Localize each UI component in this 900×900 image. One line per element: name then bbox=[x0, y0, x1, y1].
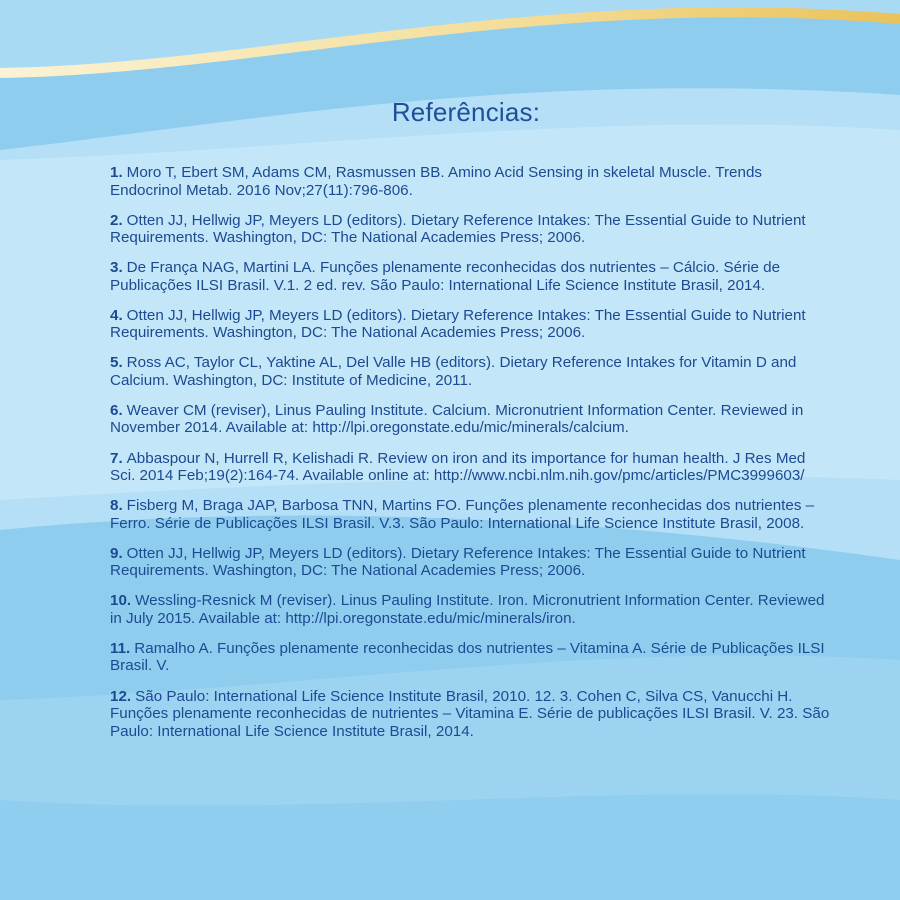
reference-number: 3. bbox=[110, 259, 123, 277]
reference-number: 11. bbox=[110, 639, 131, 657]
reference-text: Moro T, Ebert SM, Adams CM, Rasmussen BB. Amino Acid Sensing in skeletal Muscle. Trends Endocrinol Metab. 2016 Nov;27(11):796-806. bbox=[110, 164, 762, 199]
reference-item bbox=[110, 450, 830, 485]
reference-number: 6. bbox=[110, 401, 123, 419]
reference-text: Otten JJ, Hellwig JP, Meyers LD (editors). Dietary Reference Intakes: The Essential Guide to Nutrient Requirements. Washington, DC: The National Academies Press; 2006. bbox=[110, 544, 806, 580]
reference-item bbox=[110, 212, 830, 247]
reference-number: 8. bbox=[110, 497, 123, 515]
reference-item bbox=[110, 164, 830, 199]
reference-number: 10. bbox=[110, 592, 132, 610]
reference-text: Ross AC, Taylor CL, Yaktine AL, Del Valle HB (editors). Dietary Reference Intakes for Vitamin D and Calcium. Washington, DC: Institute of Medicine, 2011. bbox=[110, 354, 797, 389]
reference-item bbox=[110, 307, 830, 342]
reference-number: 7. bbox=[110, 449, 123, 467]
reference-text: Fisberg M, Braga JAP, Barbosa TNN, Martins FO. Funções plenamente reconhecidas dos nutrientes – Ferro. Série de Publicações ILSI Brasil. V.3. São Paulo: International Life Science Institute Brasil, 2008. bbox=[110, 497, 815, 532]
reference-text: Otten JJ, Hellwig JP, Meyers LD (editors). Dietary Reference Intakes: The Essential Guide to Nutrient Requirements. Washington, DC: The National Academies Press; 2006. bbox=[110, 306, 806, 342]
reference-item bbox=[110, 497, 830, 532]
reference-text: Weaver CM (reviser), Linus Pauling Institute. Calcium. Micronutrient Information Center. Reviewed in November 2014. Available at: http://lpi.oregonstate.edu/mic/minerals/calcium. bbox=[110, 401, 804, 437]
reference-number: 4. bbox=[110, 306, 123, 324]
references-list bbox=[110, 164, 830, 753]
reference-item bbox=[110, 402, 830, 437]
reference-item bbox=[110, 592, 830, 627]
reference-item bbox=[110, 259, 830, 294]
reference-number: 12. bbox=[110, 687, 132, 705]
reference-text: De França NAG, Martini LA. Funções plenamente reconhecidas dos nutrientes – Cálcio. Série de Publicações ILSI Brasil. V.1. 2 ed. rev. São Paulo: International Life Science Institute Brasil, 2014. bbox=[110, 259, 781, 294]
reference-number: 2. bbox=[110, 211, 123, 229]
reference-text: Abbaspour N, Hurrell R, Kelishadi R. Review on iron and its importance for human health. J Res Med Sci. 2014 Feb;19(2):164-74. Available online at: http://www.ncbi.nlm.nih.gov/pmc/articles/PMC3999603/ bbox=[110, 449, 806, 485]
reference-text: Otten JJ, Hellwig JP, Meyers LD (editors). Dietary Reference Intakes: The Essential Guide to Nutrient Requirements. Washington, DC: The National Academies Press; 2006. bbox=[110, 211, 806, 247]
reference-item bbox=[110, 640, 830, 675]
reference-text: Wessling-Resnick M (reviser). Linus Pauling Institute. Iron. Micronutrient Information Center. Reviewed in July 2015. Available at: http://lpi.oregonstate.edu/mic/minerals/iron. bbox=[110, 592, 825, 627]
reference-item bbox=[110, 354, 830, 389]
reference-number: 5. bbox=[110, 354, 123, 372]
reference-number: 9. bbox=[110, 544, 123, 562]
reference-text: São Paulo: International Life Science Institute Brasil, 2010. 12. 3. Cohen C, Silva CS, Vanucchi H. Funções plenamente reconhecidas de nutrientes – Vitamina E. Série de publicações ILSI Brasil. V. 23. São Paulo: International Life Science Institute Brasil, 2014. bbox=[110, 687, 830, 740]
reference-item bbox=[110, 545, 830, 580]
reference-item bbox=[110, 688, 830, 741]
page-title: Referências: bbox=[391, 97, 541, 127]
reference-text: Ramalho A. Funções plenamente reconhecidas dos nutrientes – Vitamina A. Série de Publicações ILSI Brasil. V. bbox=[110, 639, 825, 675]
reference-number: 1. bbox=[110, 164, 123, 181]
